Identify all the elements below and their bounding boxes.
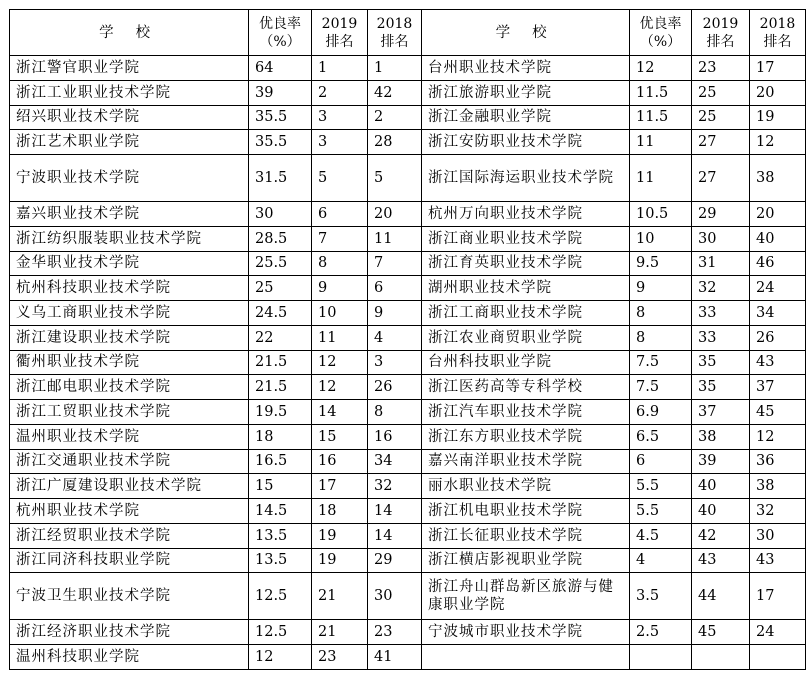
table-row (10, 56, 806, 81)
left-rank-2018: 16 (368, 424, 422, 449)
right-rank-2018: 12 (750, 424, 806, 449)
right-rank-2019: 45 (692, 620, 750, 645)
right-rank-2019: 33 (692, 325, 750, 350)
table-row (10, 620, 806, 645)
table-row (10, 548, 806, 573)
table-row (10, 573, 806, 620)
right-rank-2019: 23 (692, 56, 750, 81)
left-good-rate: 16.5 (249, 449, 312, 474)
left-rank-2018: 5 (368, 155, 422, 202)
left-good-rate: 21.5 (249, 350, 312, 375)
right-rank-2019: 43 (692, 548, 750, 573)
right-rank-2019: 38 (692, 424, 750, 449)
left-rank-2018: 3 (368, 350, 422, 375)
left-rank-2019: 3 (312, 130, 368, 155)
left-school-name: 浙江经济职业技术学院 (10, 620, 249, 645)
table-row (10, 400, 806, 425)
left-good-rate: 19.5 (249, 400, 312, 425)
right-good-rate: 12 (630, 56, 692, 81)
right-rank-2019: 40 (692, 499, 750, 524)
left-good-rate: 12.5 (249, 620, 312, 645)
right-school-name (422, 645, 630, 670)
right-rank-2018: 24 (750, 620, 806, 645)
left-rank-2019: 17 (312, 474, 368, 499)
left-rank-2018: 9 (368, 301, 422, 326)
header-rate-unit: （%） (639, 33, 682, 50)
left-rank-2019: 11 (312, 325, 368, 350)
left-good-rate: 30 (249, 202, 312, 227)
left-rank-2019: 12 (312, 375, 368, 400)
right-school-name: 浙江国际海运职业技术学院 (422, 155, 630, 202)
right-rank-2018: 45 (750, 400, 806, 425)
right-good-rate: 2.5 (630, 620, 692, 645)
header-rate-right (630, 10, 692, 56)
left-good-rate: 24.5 (249, 301, 312, 326)
right-rank-2019: 31 (692, 251, 750, 276)
table-row (10, 375, 806, 400)
header-rate-label: 优良率 (639, 15, 682, 32)
right-good-rate: 6.9 (630, 400, 692, 425)
left-good-rate: 28.5 (249, 226, 312, 251)
left-school-name: 浙江工贸职业技术学院 (10, 400, 249, 425)
left-rank-2018: 7 (368, 251, 422, 276)
header-row (10, 10, 806, 56)
header-2018-left (368, 10, 422, 56)
right-school-name: 浙江农业商贸职业学院 (422, 325, 630, 350)
left-rank-2018: 2 (368, 105, 422, 130)
left-school-name: 温州职业技术学院 (10, 424, 249, 449)
right-rank-2018: 17 (750, 573, 806, 620)
left-rank-2018: 42 (368, 80, 422, 105)
right-rank-2018: 32 (750, 499, 806, 524)
left-rank-2019: 21 (312, 573, 368, 620)
right-good-rate: 9.5 (630, 251, 692, 276)
left-rank-2018: 32 (368, 474, 422, 499)
right-rank-2018: 40 (750, 226, 806, 251)
left-school-name: 浙江同济科技职业学院 (10, 548, 249, 573)
left-school-name: 浙江建设职业技术学院 (10, 325, 249, 350)
left-rank-2019: 15 (312, 424, 368, 449)
left-school-name: 温州科技职业学院 (10, 645, 249, 670)
right-rank-2019: 39 (692, 449, 750, 474)
right-rank-2018: 37 (750, 375, 806, 400)
right-rank-2018: 20 (750, 202, 806, 227)
right-rank-2018: 30 (750, 523, 806, 548)
left-rank-2018: 14 (368, 523, 422, 548)
header-2018-label: 排名 (763, 33, 792, 50)
left-school-name: 绍兴职业技术学院 (10, 105, 249, 130)
left-rank-2018: 6 (368, 276, 422, 301)
right-rank-2018: 38 (750, 474, 806, 499)
left-good-rate: 31.5 (249, 155, 312, 202)
right-rank-2019: 30 (692, 226, 750, 251)
right-school-name: 浙江育英职业技术学院 (422, 251, 630, 276)
right-rank-2019: 35 (692, 350, 750, 375)
left-school-name: 衢州职业技术学院 (10, 350, 249, 375)
left-good-rate: 15 (249, 474, 312, 499)
right-school-name: 浙江商业职业技术学院 (422, 226, 630, 251)
left-rank-2018: 14 (368, 499, 422, 524)
left-good-rate: 13.5 (249, 548, 312, 573)
left-school-name: 浙江警官职业学院 (10, 56, 249, 81)
right-school-name: 浙江工商职业技术学院 (422, 301, 630, 326)
header-2019-year: 2019 (321, 15, 358, 32)
right-rank-2018: 36 (750, 449, 806, 474)
header-2018-label: 排名 (380, 33, 409, 50)
left-good-rate: 25 (249, 276, 312, 301)
left-school-name: 杭州科技职业技术学院 (10, 276, 249, 301)
table-row (10, 276, 806, 301)
table-row (10, 155, 806, 202)
right-rank-2018: 20 (750, 80, 806, 105)
right-good-rate: 7.5 (630, 350, 692, 375)
right-good-rate: 3.5 (630, 573, 692, 620)
header-2018-year: 2018 (376, 15, 413, 32)
left-rank-2018: 41 (368, 645, 422, 670)
header-rate-unit: （%） (259, 33, 301, 50)
left-rank-2018: 29 (368, 548, 422, 573)
right-rank-2018: 34 (750, 301, 806, 326)
left-school-name: 浙江广厦建设职业技术学院 (10, 474, 249, 499)
left-rank-2019: 5 (312, 155, 368, 202)
right-rank-2019: 29 (692, 202, 750, 227)
left-good-rate: 18 (249, 424, 312, 449)
right-school-name: 台州科技职业学院 (422, 350, 630, 375)
left-school-name: 浙江邮电职业技术学院 (10, 375, 249, 400)
left-rank-2019: 2 (312, 80, 368, 105)
right-rank-2018: 43 (750, 548, 806, 573)
left-rank-2018: 1 (368, 56, 422, 81)
left-good-rate: 64 (249, 56, 312, 81)
right-rank-2019: 25 (692, 80, 750, 105)
left-school-name: 嘉兴职业技术学院 (10, 202, 249, 227)
left-school-name: 金华职业技术学院 (10, 251, 249, 276)
right-rank-2019: 40 (692, 474, 750, 499)
header-2018-year: 2018 (759, 15, 796, 32)
left-good-rate: 39 (249, 80, 312, 105)
left-rank-2019: 6 (312, 202, 368, 227)
left-rank-2019: 21 (312, 620, 368, 645)
table-row (10, 130, 806, 155)
header-2019-right (692, 10, 750, 56)
table-row (10, 523, 806, 548)
right-school-name: 浙江金融职业学院 (422, 105, 630, 130)
table-row (10, 350, 806, 375)
header-school-left: 学 校 (10, 10, 249, 56)
right-good-rate: 6.5 (630, 424, 692, 449)
right-good-rate: 11.5 (630, 105, 692, 130)
left-rank-2018: 8 (368, 400, 422, 425)
right-school-name: 浙江旅游职业学院 (422, 80, 630, 105)
header-rate-label: 优良率 (259, 15, 301, 32)
right-rank-2018: 12 (750, 130, 806, 155)
header-2019-left (312, 10, 368, 56)
right-rank-2019: 27 (692, 155, 750, 202)
right-school-name: 浙江舟山群岛新区旅游与健康职业学院 (422, 573, 630, 620)
right-rank-2019: 27 (692, 130, 750, 155)
right-good-rate: 5.5 (630, 474, 692, 499)
right-good-rate: 9 (630, 276, 692, 301)
table-row (10, 202, 806, 227)
right-rank-2018: 24 (750, 276, 806, 301)
left-rank-2019: 16 (312, 449, 368, 474)
right-rank-2019: 32 (692, 276, 750, 301)
right-good-rate: 10 (630, 226, 692, 251)
right-school-name: 湖州职业技术学院 (422, 276, 630, 301)
right-school-name: 浙江长征职业技术学院 (422, 523, 630, 548)
right-rank-2019: 33 (692, 301, 750, 326)
right-school-name: 杭州万向职业技术学院 (422, 202, 630, 227)
right-good-rate: 11 (630, 130, 692, 155)
right-school-name: 浙江医药高等专科学校 (422, 375, 630, 400)
right-school-name: 宁波城市职业技术学院 (422, 620, 630, 645)
left-good-rate: 12.5 (249, 573, 312, 620)
left-rank-2019: 3 (312, 105, 368, 130)
table-header (10, 10, 806, 56)
right-rank-2018: 46 (750, 251, 806, 276)
table-row (10, 301, 806, 326)
right-rank-2019: 37 (692, 400, 750, 425)
right-school-name: 浙江机电职业技术学院 (422, 499, 630, 524)
right-good-rate: 6 (630, 449, 692, 474)
left-good-rate: 25.5 (249, 251, 312, 276)
left-rank-2019: 8 (312, 251, 368, 276)
right-good-rate: 8 (630, 301, 692, 326)
header-2019-year: 2019 (702, 15, 739, 32)
left-rank-2018: 28 (368, 130, 422, 155)
table-row (10, 105, 806, 130)
left-rank-2019: 12 (312, 350, 368, 375)
right-school-name: 嘉兴南洋职业技术学院 (422, 449, 630, 474)
right-rank-2019: 44 (692, 573, 750, 620)
right-good-rate (630, 645, 692, 670)
left-good-rate: 22 (249, 325, 312, 350)
table-row (10, 499, 806, 524)
left-good-rate: 35.5 (249, 105, 312, 130)
right-rank-2018: 38 (750, 155, 806, 202)
left-rank-2018: 23 (368, 620, 422, 645)
right-school-name: 浙江东方职业技术学院 (422, 424, 630, 449)
left-rank-2018: 30 (368, 573, 422, 620)
right-good-rate: 5.5 (630, 499, 692, 524)
left-good-rate: 12 (249, 645, 312, 670)
left-school-name: 浙江艺术职业学院 (10, 130, 249, 155)
left-rank-2018: 11 (368, 226, 422, 251)
right-school-name: 浙江安防职业技术学院 (422, 130, 630, 155)
left-rank-2019: 7 (312, 226, 368, 251)
right-rank-2018: 19 (750, 105, 806, 130)
header-2018-right (750, 10, 806, 56)
left-rank-2019: 1 (312, 56, 368, 81)
right-rank-2018: 43 (750, 350, 806, 375)
right-rank-2018 (750, 645, 806, 670)
table-row (10, 449, 806, 474)
right-good-rate: 10.5 (630, 202, 692, 227)
left-rank-2018: 26 (368, 375, 422, 400)
left-school-name: 杭州职业技术学院 (10, 499, 249, 524)
right-school-name: 浙江汽车职业技术学院 (422, 400, 630, 425)
header-rate-left (249, 10, 312, 56)
table-row (10, 474, 806, 499)
header-2019-label: 排名 (706, 33, 735, 50)
table-row (10, 645, 806, 670)
left-good-rate: 14.5 (249, 499, 312, 524)
right-good-rate: 8 (630, 325, 692, 350)
left-rank-2018: 20 (368, 202, 422, 227)
right-rank-2018: 17 (750, 56, 806, 81)
left-good-rate: 35.5 (249, 130, 312, 155)
left-rank-2018: 4 (368, 325, 422, 350)
left-rank-2019: 19 (312, 523, 368, 548)
right-good-rate: 4 (630, 548, 692, 573)
right-school-name: 丽水职业技术学院 (422, 474, 630, 499)
table-row (10, 226, 806, 251)
left-rank-2019: 10 (312, 301, 368, 326)
left-rank-2019: 9 (312, 276, 368, 301)
table-body (10, 56, 806, 670)
right-rank-2019: 25 (692, 105, 750, 130)
left-rank-2019: 14 (312, 400, 368, 425)
right-rank-2019: 35 (692, 375, 750, 400)
table-row (10, 251, 806, 276)
left-rank-2018: 34 (368, 449, 422, 474)
right-good-rate: 4.5 (630, 523, 692, 548)
right-good-rate: 11 (630, 155, 692, 202)
right-school-name: 浙江横店影视职业学院 (422, 548, 630, 573)
right-rank-2019 (692, 645, 750, 670)
left-good-rate: 13.5 (249, 523, 312, 548)
right-school-name: 台州职业技术学院 (422, 56, 630, 81)
left-school-name: 浙江纺织服装职业技术学院 (10, 226, 249, 251)
left-school-name: 浙江交通职业技术学院 (10, 449, 249, 474)
left-school-name: 义乌工商职业技术学院 (10, 301, 249, 326)
left-school-name: 浙江经贸职业技术学院 (10, 523, 249, 548)
left-school-name: 浙江工业职业技术学院 (10, 80, 249, 105)
right-rank-2018: 26 (750, 325, 806, 350)
header-2019-label: 排名 (325, 33, 354, 50)
left-school-name: 宁波职业技术学院 (10, 155, 249, 202)
left-good-rate: 21.5 (249, 375, 312, 400)
table-row (10, 424, 806, 449)
table-row (10, 325, 806, 350)
ranking-table (9, 9, 806, 670)
left-rank-2019: 19 (312, 548, 368, 573)
table-row (10, 80, 806, 105)
right-rank-2019: 42 (692, 523, 750, 548)
left-school-name: 宁波卫生职业技术学院 (10, 573, 249, 620)
left-rank-2019: 18 (312, 499, 368, 524)
right-good-rate: 11.5 (630, 80, 692, 105)
right-good-rate: 7.5 (630, 375, 692, 400)
header-school-right: 学 校 (422, 10, 630, 56)
left-rank-2019: 23 (312, 645, 368, 670)
